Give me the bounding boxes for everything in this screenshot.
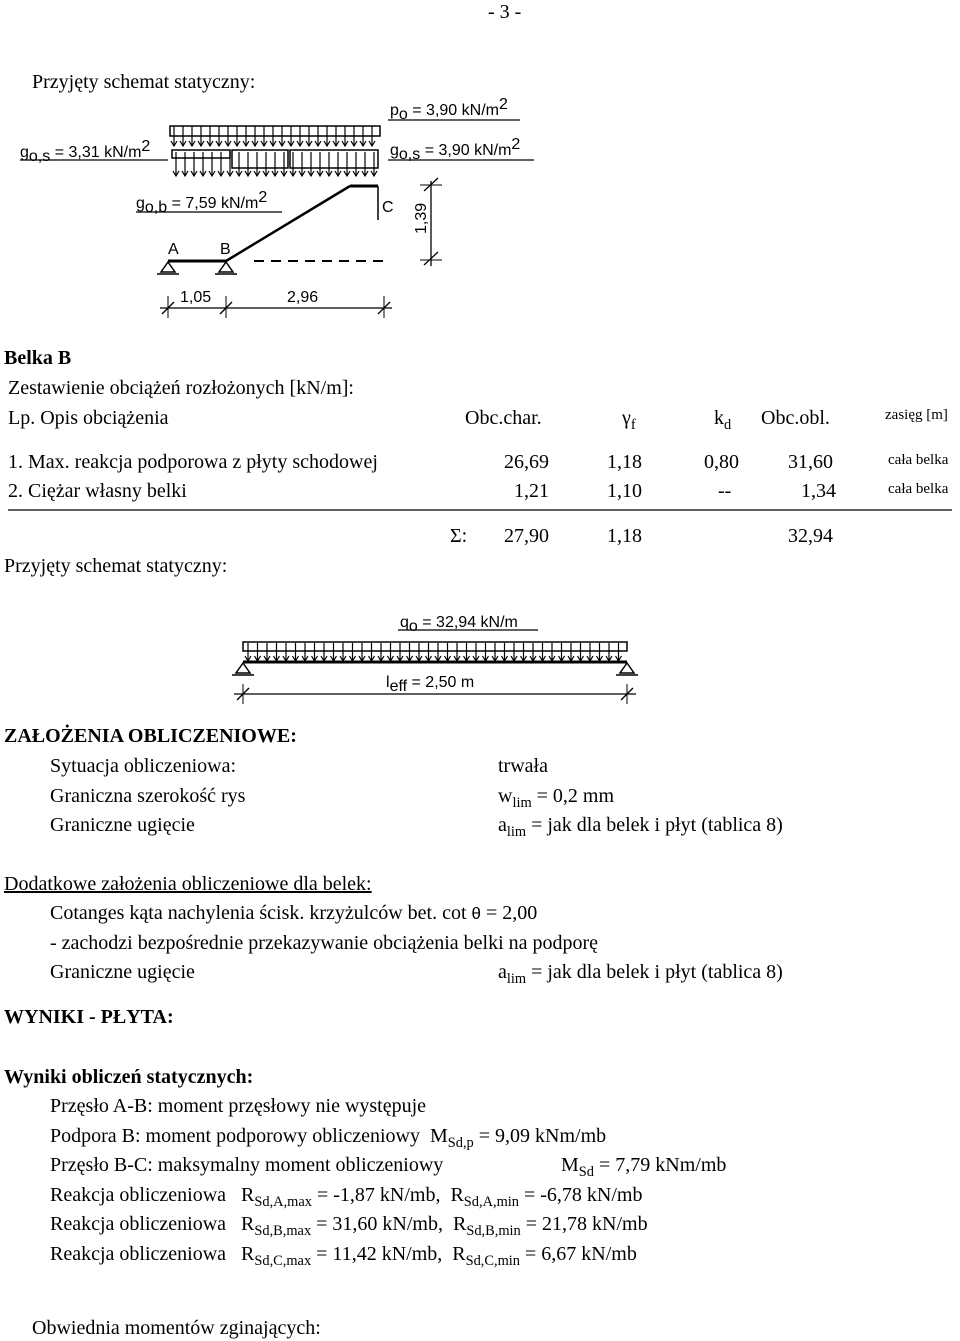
envelope-heading: Obwiednia momentów zginających:	[32, 1317, 321, 1339]
header-lp-opis: Lp. Opis obciążenia	[8, 407, 169, 429]
assumption-value: $w_{lim} = 0,2$ mm	[498, 785, 615, 812]
reaction-row: Reakcja obliczeniowa $R_{Sd,A,max} = -1,87$ kN/mb, $R_{Sd,A,min} = -6,78$ kN/mb	[50, 1184, 643, 1211]
load-band-qo	[243, 642, 627, 651]
header-gamma: $\gamma_f$	[622, 407, 636, 434]
dim-height: 1,39	[413, 202, 430, 234]
scheme2-heading: Przyjęty schemat statyczny:	[4, 555, 228, 577]
extra-title: Dodatkowe założenia obliczeniowe dla belek:	[4, 873, 372, 895]
deflection-value: $a_{lim}$ = jak dla belek i płyt (tablica 8)	[498, 961, 783, 988]
label-leff: leff = 2,50 m	[386, 674, 475, 695]
header-char: Obc.char.	[465, 407, 542, 429]
label-a: A	[168, 241, 179, 258]
assumption-label: Sytuacja obliczeniowa:	[50, 755, 237, 777]
load-arrows-qo	[245, 643, 622, 661]
deflection-label: Graniczne ugięcie	[50, 961, 195, 983]
support-left	[236, 663, 250, 673]
label-b: B	[220, 241, 231, 258]
label-gob: go,b = 7,59 kN/m2	[136, 189, 268, 216]
label-gos-right: go,s = 3,90 kN/m2	[390, 136, 521, 163]
row-desc: 1. Max. reakcja podporowa z płyty schodowej	[8, 451, 378, 473]
scheme1-heading: Przyjęty schemat statyczny:	[32, 71, 256, 93]
row-char: 26,69	[504, 451, 549, 473]
label-gos-left: go,s = 3,31 kN/m2	[20, 138, 151, 165]
label-c: C	[382, 199, 394, 216]
direct-transfer-line: - zachodzi bezpośrednie przekazywanie obciążenia belki na podporę	[50, 932, 599, 954]
result-line-bc-label: Przęsło B-C: maksymalny moment obliczeniowy	[50, 1154, 444, 1176]
assumption-value: $a_{lim}$ = jak dla belek i płyt (tablica 8)	[498, 814, 783, 841]
row-desc: 2. Ciężar własny belki	[8, 480, 187, 502]
row-obl: 31,60	[788, 451, 833, 473]
label-qo: qo = 32,94 kN/m	[400, 614, 518, 635]
results-title: WYNIKI - PŁYTA:	[4, 1006, 174, 1028]
header-obl: Obc.obl.	[761, 407, 830, 429]
cot-line: Cotanges kąta nachylenia ścisk. krzyżulców bet. cot θ = 2,00	[50, 902, 538, 924]
assumption-label: Graniczna szerokość rys	[50, 785, 246, 807]
header-range: zasięg [m]	[885, 407, 948, 423]
assumption-label: Graniczne ugięcie	[50, 814, 195, 836]
sum-label: Σ:	[450, 525, 468, 547]
row-kd: --	[718, 480, 732, 502]
dim-1: 1,05	[180, 289, 212, 306]
result-line-b: Podpora B: moment podporowy obliczeniowy $M_{Sd,p} = 9,09$ kNm/mb	[50, 1125, 607, 1152]
row-kd: 0,80	[704, 451, 739, 473]
beam-subtitle: Zestawienie obciążeń rozłożonych [kN/m]:	[8, 377, 354, 399]
assumption-value: trwała	[498, 755, 548, 777]
assumptions-title: ZAŁOŻENIA OBLICZENIOWE:	[4, 725, 297, 747]
reaction-row: Reakcja obliczeniowa $R_{Sd,B,max} = 31,60$ kN/mb, $R_{Sd,B,min} = 21,78$ kN/mb	[50, 1213, 648, 1240]
reaction-row: Reakcja obliczeniowa $R_{Sd,C,max} = 11,42$ kN/mb, $R_{Sd,C,min} = 6,67$ kN/mb	[50, 1243, 637, 1270]
static-results-title: Wyniki obliczeń statycznych:	[4, 1066, 254, 1088]
result-line-ab: Przęsło A-B: moment przęsłowy nie występuje	[50, 1095, 427, 1117]
sum-gamma: 1,18	[607, 525, 642, 547]
row-range: cała belka	[888, 481, 949, 497]
result-line-bc-value: $M_{Sd} = 7,79$ kNm/mb	[561, 1154, 727, 1181]
support-right	[620, 663, 634, 673]
page-number: - 3 -	[488, 1, 522, 23]
row-range: cała belka	[888, 452, 949, 468]
row-char: 1,21	[514, 480, 549, 502]
dim-2: 2,96	[287, 289, 319, 306]
row-gamma: 1,10	[607, 480, 642, 502]
beam-title: Belka B	[4, 347, 72, 369]
row-gamma: 1,18	[607, 451, 642, 473]
sum-obl: 32,94	[788, 525, 833, 547]
row-obl: 1,34	[801, 480, 836, 502]
label-po: po = 3,90 kN/m2	[390, 96, 508, 123]
header-kd: $k_d$	[714, 407, 732, 434]
sum-char: 27,90	[504, 525, 549, 547]
